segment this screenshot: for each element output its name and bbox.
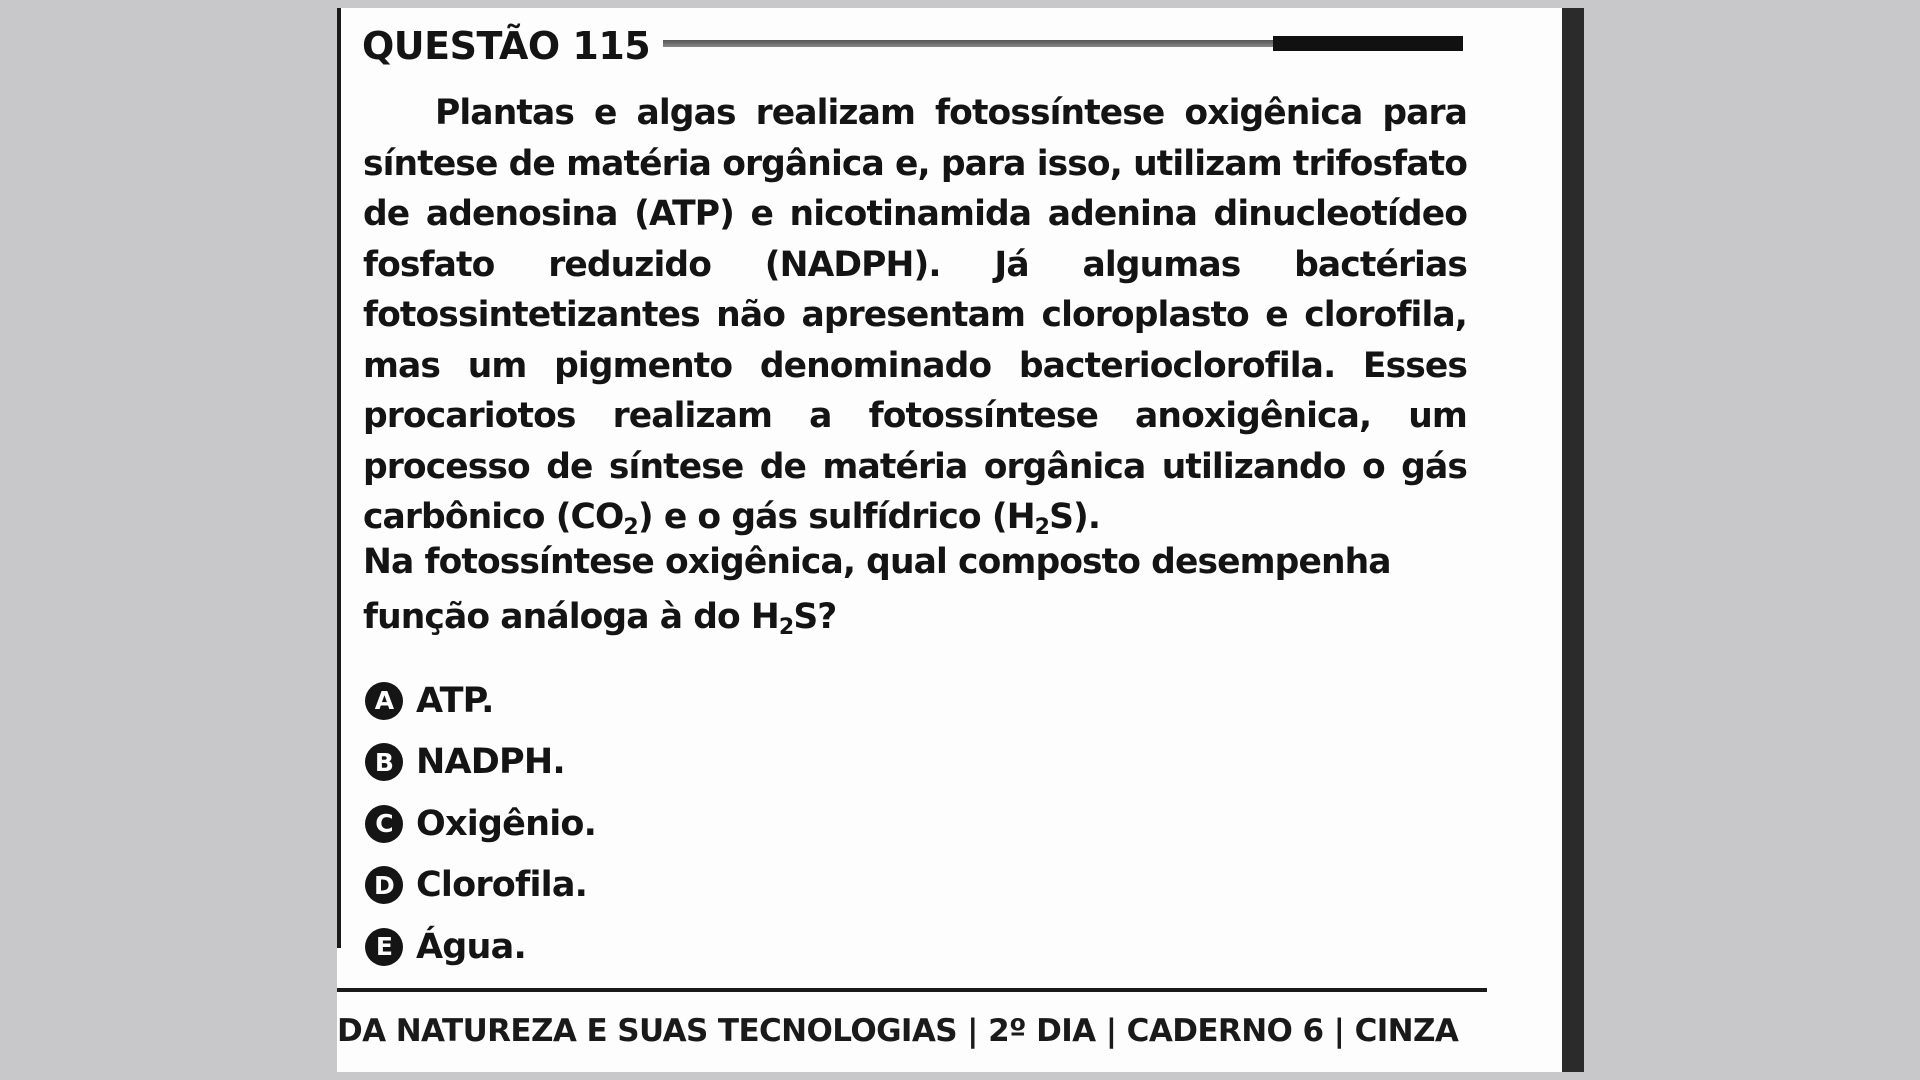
option-a-letter-badge: A: [365, 682, 403, 720]
option-d-text: Clorofila.: [416, 865, 588, 906]
option-b-letter-badge: B: [365, 743, 403, 781]
footer-caption: DA NATUREZA E SUAS TECNOLOGIAS | 2º DIA | CADERNO 6 | CINZA: [337, 1013, 1459, 1049]
option-e[interactable]: [365, 916, 596, 978]
option-c-letter-badge: C: [365, 805, 403, 843]
co2-subscript: 2: [623, 515, 638, 540]
prompt-text-end: S?: [793, 597, 837, 637]
footer-divider: [337, 988, 1487, 992]
option-a[interactable]: [365, 670, 596, 732]
prompt-text: Na fotossíntese oxigênica, qual composto desempenha função análoga à do H: [363, 542, 1391, 637]
option-d[interactable]: [365, 855, 596, 917]
question-passage: [363, 88, 1467, 543]
exam-page: [337, 8, 1584, 1072]
question-prompt: [363, 535, 1473, 645]
option-e-letter-badge: E: [365, 928, 403, 966]
option-e-text: Água.: [416, 926, 526, 967]
passage-text-end: S).: [1049, 497, 1101, 537]
answer-options: [365, 670, 596, 978]
header-bar-thick-segment: [1273, 36, 1463, 51]
question-number-header: QUESTÃO 115: [362, 24, 651, 68]
page-right-edge: [1562, 8, 1584, 1072]
header-bar-thin-segment: [663, 40, 1283, 47]
option-d-letter-badge: D: [365, 866, 403, 904]
option-b[interactable]: [365, 732, 596, 794]
option-c-text: Oxigênio.: [416, 803, 597, 844]
left-margin-rule: [337, 8, 341, 948]
passage-text-cont: ) e o gás sulfídrico (H: [637, 497, 1035, 537]
option-b-text: NADPH.: [416, 742, 565, 783]
header-divider-bar: [663, 36, 1463, 52]
option-c[interactable]: [365, 793, 596, 855]
option-a-text: ATP.: [416, 680, 494, 721]
h2s-subscript: 2: [1034, 515, 1050, 540]
passage-text: Plantas e algas realizam fotossíntese oxigênica para síntese de matéria orgânica e, para isso, utilizam trifosfato de adenosina (ATP) e nicotinamida adenina dinucleotídeo fosfato reduzido (NADPH). Já algumas bactérias fotossintetizantes não apresentam cloroplasto e clorofila, mas um pigmento denominado bacterioclorofila. Esses procariotos realizam a fotossíntese anoxigênica, um processo de síntese de matéria orgânica utilizando o gás carbônico (CO: [363, 93, 1467, 537]
prompt-h2s-subscript: 2: [778, 615, 794, 640]
